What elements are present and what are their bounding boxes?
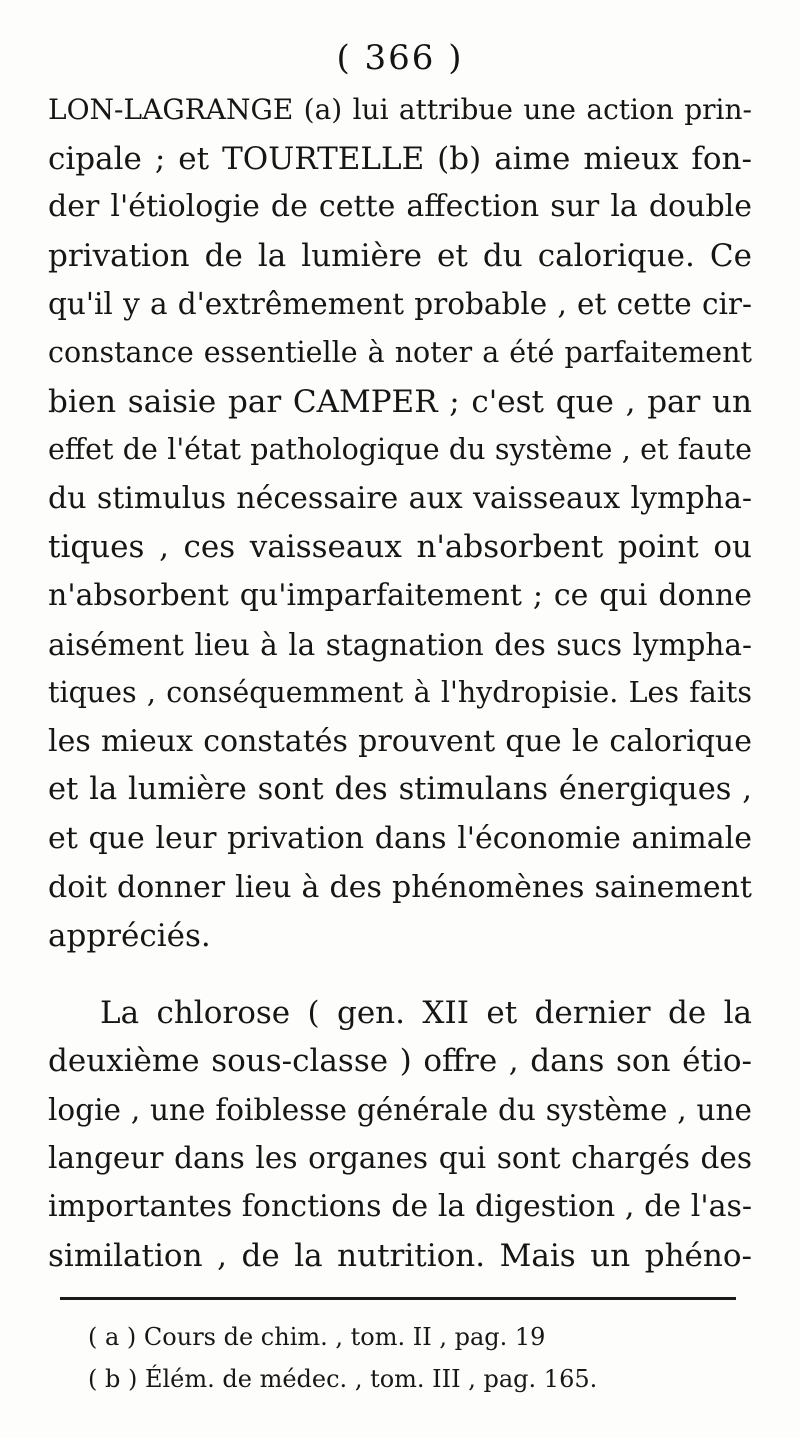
text-line: logie , une foiblesse générale du système , une [48,1092,752,1127]
text-line: cipale ; et TOURTELLE (b) aime mieux fon- [48,140,752,177]
text-line: der l'étiologie de cette affection sur la double [48,189,752,225]
footnote-a: ( a ) Cours de chim. , tom. II , pag. 19 [88,1323,546,1351]
text-line: et la lumière sont des stimulans énergiques , [48,772,752,808]
text-line: les mieux constatés prouvent que le calorique [48,723,752,759]
text-line: privation de la lumière et du calorique. Ce [48,237,752,274]
text-line: similation , de la nutrition. Mais un phéno- [48,1237,752,1274]
text-line: du stimulus nécessaire aux vaisseaux lympha- [48,480,752,516]
footnotes [88,1316,708,1400]
footnote-b: ( b ) Élém. de médec. , tom. III , pag. 165. [88,1365,598,1393]
text-line: n'absorbent qu'imparfaitement ; ce qui donne [48,577,752,613]
text-line: aisément lieu à la stagnation des sucs lympha- [48,627,752,662]
text-line: et que leur privation dans l'économie animale [48,820,752,856]
paragraph-1 [48,86,752,961]
text-line: effet de l'état pathologique du système , et faute [48,433,752,467]
paragraph-gap [48,961,752,989]
text-line: langeur dans les organes qui sont chargés des [48,1141,752,1176]
text-line: tiques , ces vaisseaux n'absorbent point ou [48,529,752,566]
text-line: deuxième sous-classe ) offre , dans son étio- [48,1043,752,1080]
text-line: La chlorose ( gen. XII et dernier de la [100,994,752,1031]
text-line: appréciés. [48,918,211,955]
text-line: importantes fonctions de la digestion , de l'as- [48,1189,752,1225]
text-line: constance essentielle à noter a été parfaitement [48,335,752,369]
text-line: LON-LAGRANGE (a) lui attribue une action prin- [48,93,752,126]
paragraph-2 [48,989,752,1281]
text-line: bien saisie par CAMPER ; c'est que , par un [48,383,752,420]
body-text [48,86,752,1280]
footnote-rule [60,1297,736,1300]
text-line: qu'il y a d'extrêmement probable , et cette cir- [48,287,752,322]
text-line: tiques , conséquemment à l'hydropisie. Les faits [48,676,752,710]
page-number: ( 366 ) [336,38,464,78]
text-line: doit donner lieu à des phénomènes sainement [48,869,752,905]
